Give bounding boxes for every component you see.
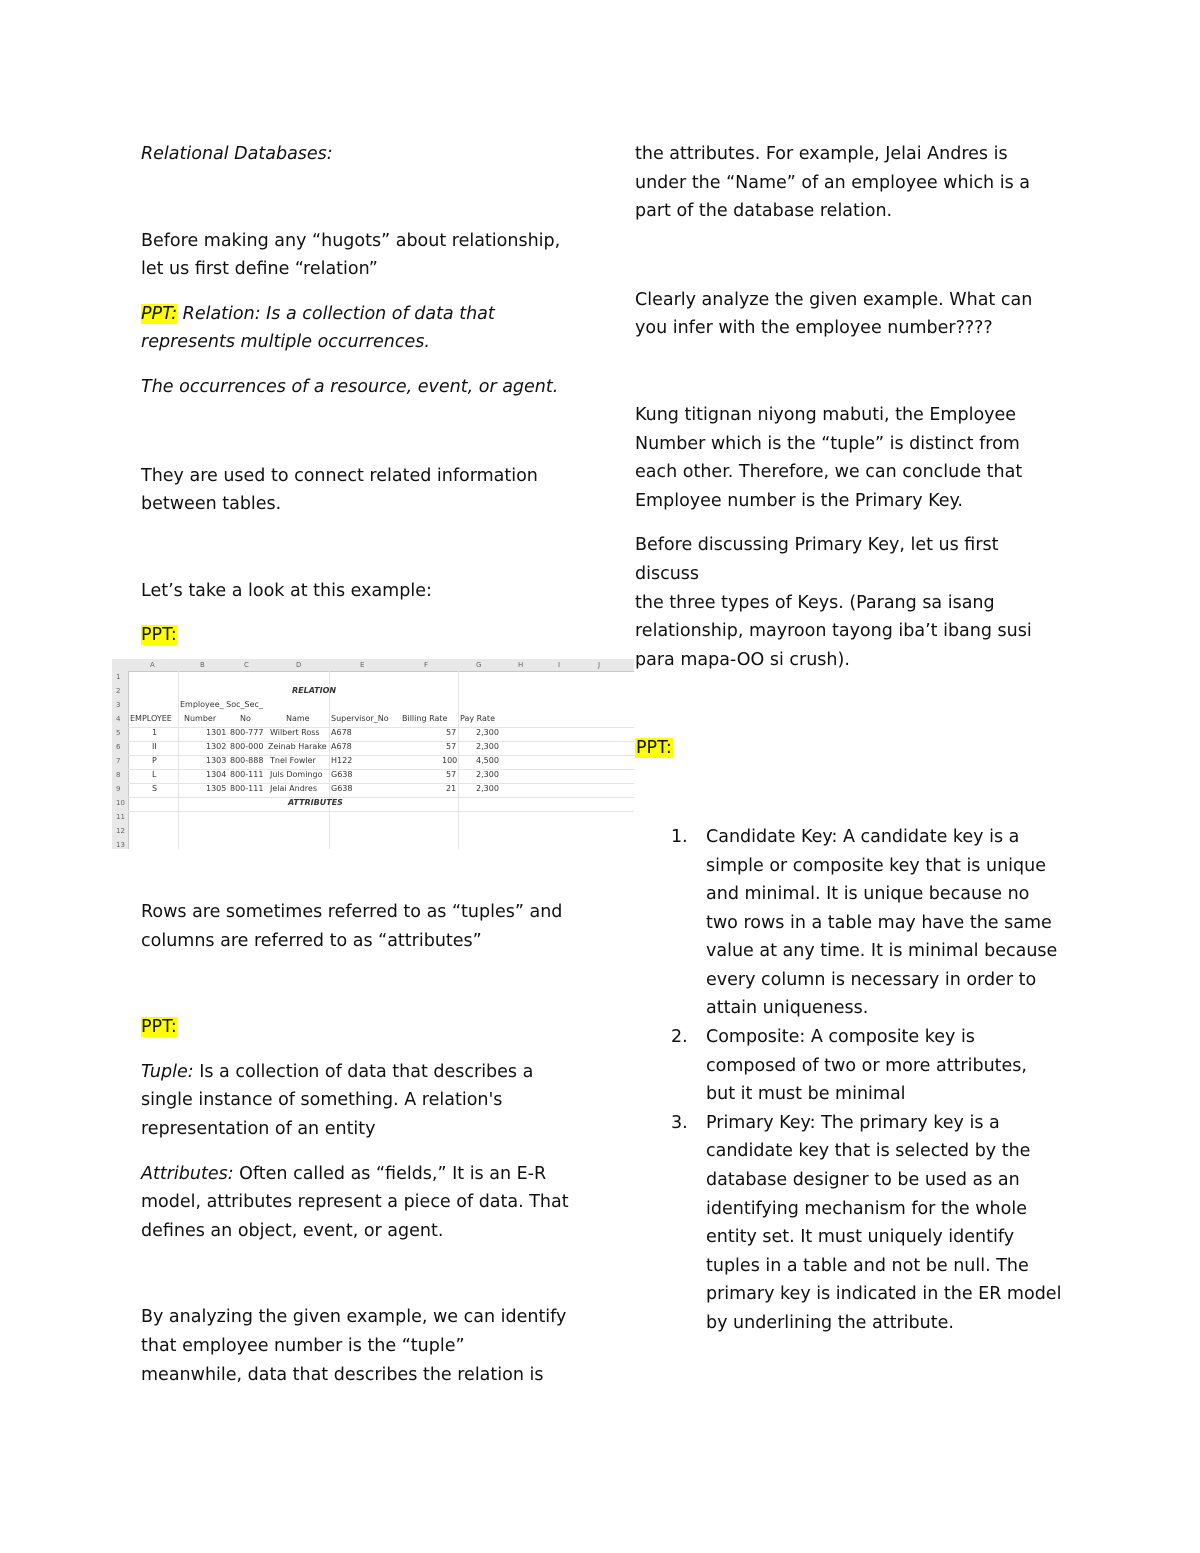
spreadsheet-example <box>112 659 634 849</box>
supervisor-no: G638 <box>331 784 353 793</box>
emp-name: Jelai Andres <box>270 784 317 793</box>
right-column <box>635 140 1065 1338</box>
kung-line-3: each other. Therefore, we can conclude that <box>635 462 1023 483</box>
row-number: 7 <box>116 757 121 765</box>
attributes-definition <box>141 1160 581 1189</box>
row-header-bar <box>112 671 129 849</box>
header-billing: Billing Rate <box>402 714 448 723</box>
col-letter: H <box>518 661 524 669</box>
keys-list <box>635 823 1065 1338</box>
key-line: database designer to be used as an <box>706 1170 1020 1191</box>
pay-rate: 4,500 <box>476 756 499 765</box>
key-line: attain uniqueness. <box>706 998 869 1019</box>
relation-def-line-2: represents multiple occurrences. <box>141 332 430 353</box>
row-marker: L <box>152 770 157 779</box>
tuple-label: Tuple: <box>141 1061 194 1082</box>
col-letter: J <box>598 661 601 669</box>
used-line-1: They are used to connect related information <box>141 465 538 486</box>
pay-rate: 2,300 <box>476 784 499 793</box>
row-number: 12 <box>116 827 125 835</box>
ppt-highlight: PPT: <box>636 738 672 759</box>
list-item <box>635 1109 1065 1338</box>
analyze-right-line-2: you infer with the employee number???? <box>635 318 993 339</box>
relation-definition <box>141 300 581 329</box>
rows-line-2: columns are referred to as “attributes” <box>141 930 482 951</box>
supervisor-no: G638 <box>331 770 353 779</box>
soc-no: 800-000 <box>230 742 264 751</box>
billing-rate: 57 <box>446 728 457 737</box>
ppt-highlight: PPT: <box>141 303 178 324</box>
attributes-label: Attributes: <box>141 1163 234 1184</box>
before-line-4: para mapa-OO si crush). <box>635 649 850 670</box>
soc-no: 800-111 <box>230 770 264 779</box>
before-line-1: Before discussing Primary Key, let us first discuss <box>635 535 999 584</box>
row-number: 4 <box>116 715 121 723</box>
header-number: Number <box>184 714 217 723</box>
row-number: 10 <box>116 799 125 807</box>
emp-name: Zeinab Harake <box>268 742 327 751</box>
column-header-bar <box>112 659 634 672</box>
billing-rate: 100 <box>442 756 458 765</box>
tuple-def-line-1: Is a collection of data that describes a <box>193 1061 534 1082</box>
key-line: every column is necessary in order to <box>706 969 1037 990</box>
row-number: 5 <box>116 729 121 737</box>
col-letter: E <box>360 661 365 669</box>
list-item <box>635 1023 1065 1109</box>
ppt-highlight: PPT: <box>141 1017 177 1038</box>
cont-line-1: the attributes. For example, Jelai Andres is <box>635 144 1008 164</box>
header-employee: EMPLOYEE <box>130 714 172 723</box>
left-column-lower <box>141 898 581 1389</box>
relation-def-line-1: Relation: Is a collection of data that <box>177 303 495 324</box>
rows-line-1: Rows are sometimes referred to as “tuples” and <box>141 902 563 922</box>
emp-number: 1303 <box>206 756 227 765</box>
row-marker: II <box>152 742 157 751</box>
key-line: primary key is indicated in the ER model <box>706 1284 1062 1305</box>
attr-def-line-1: Often called as “fields,” It is an E-R <box>233 1163 547 1184</box>
emp-name: Wilbert Ross <box>270 728 320 737</box>
key-line: but it must be minimal <box>706 1084 906 1105</box>
row-number: 3 <box>116 701 121 709</box>
billing-rate: 57 <box>446 770 457 779</box>
key-line: candidate key that is selected by the <box>706 1141 1031 1162</box>
header-top: Employee_ Soc_Sec_ <box>180 700 263 709</box>
list-number: 3. <box>671 1112 688 1133</box>
attr-def-line-2: model, attributes represent a piece of data. That <box>141 1192 569 1213</box>
row-number: 13 <box>116 841 125 849</box>
pay-rate: 2,300 <box>476 728 499 737</box>
col-letter: A <box>150 661 155 669</box>
kung-line-2: Number which is the “tuple” is distinct from <box>635 433 1020 454</box>
billing-rate: 21 <box>446 784 457 793</box>
key-line: composed of two or more attributes, <box>706 1055 1027 1076</box>
key-line: Primary Key: The primary key is a <box>706 1112 1000 1133</box>
tuple-definition <box>141 1058 581 1087</box>
key-line: value at any time. It is minimal because <box>706 941 1058 962</box>
used-line-2: between tables. <box>141 494 282 515</box>
col-letter: D <box>296 661 302 669</box>
header-no: No <box>240 714 251 723</box>
before-line-3: relationship, mayroon tayong iba’t ibang susi <box>635 621 1032 642</box>
billing-rate: 57 <box>446 742 457 751</box>
col-letter: I <box>558 661 561 669</box>
ppt-label <box>141 1013 581 1042</box>
relation-label: RELATION <box>292 686 337 695</box>
analyze-line-2: that employee number is the “tuple” <box>141 1335 465 1356</box>
pay-rate: 2,300 <box>476 742 499 751</box>
row-number: 1 <box>116 673 121 681</box>
emp-number: 1305 <box>206 784 227 793</box>
header-pay: Pay Rate <box>460 714 495 723</box>
intro-line-1: Before making any “hugots” about relationship, <box>141 230 561 251</box>
key-line: tuples in a table and not be null. The <box>706 1255 1029 1276</box>
list-number: 2. <box>671 1027 688 1048</box>
cont-line-3: part of the database relation. <box>635 201 893 222</box>
analyze-line-1: By analyzing the given example, we can identify <box>141 1307 567 1328</box>
tuple-def-line-3: representation of an entity <box>141 1118 376 1139</box>
pay-rate: 2,300 <box>476 770 499 779</box>
row-marker: 1 <box>152 728 158 737</box>
before-line-2: the three types of Keys. (Parang sa isang <box>635 592 995 613</box>
row-marker: S <box>152 784 158 793</box>
tuple-def-line-2: single instance of something. A relation's <box>141 1090 503 1111</box>
supervisor-no: H122 <box>331 756 353 765</box>
soc-no: 800-111 <box>230 784 264 793</box>
list-number: 1. <box>671 826 688 847</box>
row-number: 6 <box>116 743 121 751</box>
row-number: 9 <box>116 785 121 793</box>
key-line: Composite: A composite key is <box>706 1027 975 1048</box>
header-name: Name <box>286 714 310 723</box>
header-supervisor: Supervisor_No <box>331 714 389 723</box>
heading: Relational Databases: <box>141 144 333 164</box>
ppt-highlight: PPT: <box>141 625 177 646</box>
key-line: entity set. It must uniquely identify <box>706 1227 1015 1248</box>
emp-name: Tnel Fowler <box>270 756 316 765</box>
left-column <box>141 140 581 650</box>
soc-no: 800-888 <box>230 756 264 765</box>
col-letter: G <box>476 661 482 669</box>
list-item <box>635 823 1065 1023</box>
attr-def-line-3: defines an object, event, or agent. <box>141 1220 444 1241</box>
supervisor-no: A678 <box>331 742 352 751</box>
supervisor-no: A678 <box>331 728 352 737</box>
attributes-label: ATTRIBUTES <box>288 798 343 807</box>
key-line: identifying mechanism for the whole <box>706 1198 1027 1219</box>
key-line: and minimal. It is unique because no <box>706 884 1030 905</box>
kung-line-1: Kung titignan niyong mabuti, the Employee <box>635 404 1017 425</box>
soc-no: 800-777 <box>230 728 264 737</box>
key-line: simple or composite key that is unique <box>706 855 1047 876</box>
col-letter: B <box>200 661 205 669</box>
row-number: 8 <box>116 771 121 779</box>
analyze-right-line-1: Clearly analyze the given example. What can <box>635 289 1033 310</box>
intro-line-2: let us first define “relation” <box>141 259 378 280</box>
example-text: Let’s take a look at this example: <box>141 580 432 601</box>
emp-number: 1302 <box>206 742 227 751</box>
cont-line-2: under the “Name” of an employee which is a <box>635 172 1030 193</box>
col-letter: F <box>424 661 429 669</box>
row-marker: P <box>152 756 157 765</box>
col-letter: C <box>244 661 249 669</box>
key-line: by underlining the attribute. <box>706 1313 954 1333</box>
emp-number: 1304 <box>206 770 227 779</box>
analyze-line-3: meanwhile, data that describes the relation is <box>141 1364 544 1385</box>
ppt-label-right <box>635 734 1065 763</box>
occurrences-text: The occurrences of a resource, event, or agent. <box>141 376 559 397</box>
key-line: two rows in a table may have the same <box>706 912 1052 933</box>
kung-line-4: Employee number is the Primary Key. <box>635 490 963 511</box>
ppt-label <box>141 621 581 650</box>
emp-number: 1301 <box>206 728 227 737</box>
emp-name: Juls Domingo <box>270 770 323 779</box>
row-number: 2 <box>116 687 121 695</box>
row-number: 11 <box>116 813 125 821</box>
key-line: Candidate Key: A candidate key is a <box>706 826 1020 847</box>
